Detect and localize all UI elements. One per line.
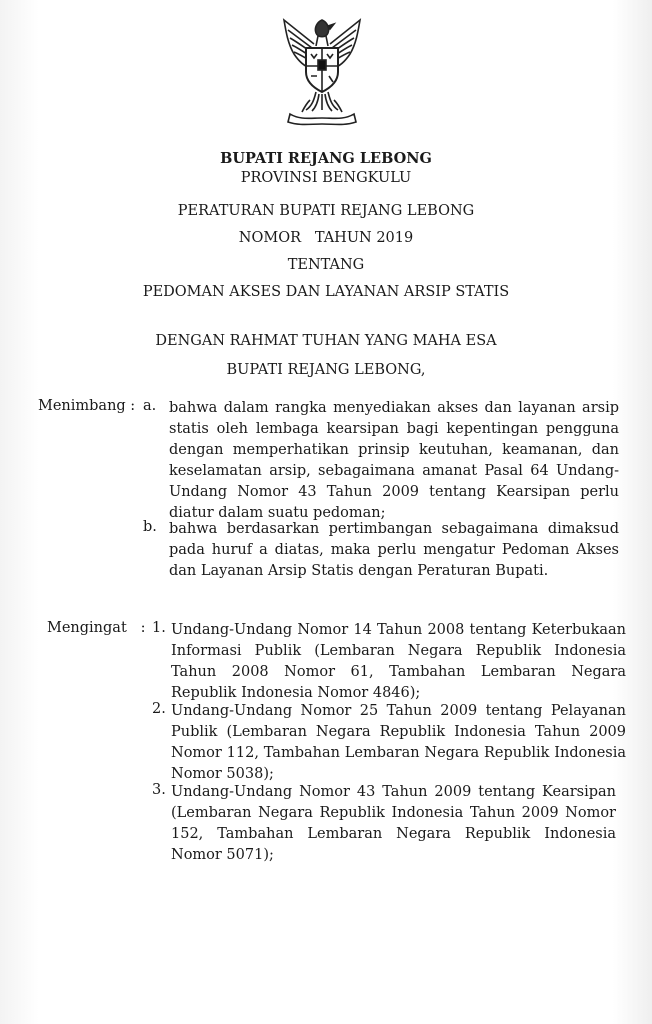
menimbang-item: bahwa berdasarkan pertimbangan sebagaimana dimaksud pada huruf a diatas, maka perlu mengatur Pedoman Akses dan Layanan Arsip Statis dengan Peraturan Bupati. (169, 521, 619, 579)
about-heading: TENTANG (287, 257, 365, 273)
menimbang-label: Menimbang : (38, 398, 136, 414)
mengingat-item: Undang-Undang Nomor 43 Tahun 2009 tentang Kearsipan (Lembaran Negara Republik Indonesia Tahun 2009 Nomor 152, Tambahan Lembaran Negara Republik Indonesia Nomor 5071); (171, 784, 616, 863)
mengingat-marker: 1. (152, 620, 166, 636)
preamble-line: DENGAN RAHMAT TUHAN YANG MAHA ESA (155, 333, 497, 349)
mengingat-item: Undang-Undang Nomor 14 Tahun 2008 tentang Keterbukaan Informasi Publik (Lembaran Negara Republik Indonesia Tahun 2008 Nomor 61, Tambahan Lembaran Negara Republik Indonesia Nomor 4846); (171, 622, 626, 701)
mengingat-label: Mengingat : (47, 620, 146, 636)
menimbang-marker: b. (143, 519, 157, 535)
mengingat-marker: 3. (152, 782, 166, 798)
regulation-subject: PEDOMAN AKSES DAN LAYANAN ARSIP STATIS (142, 284, 510, 300)
menimbang-marker: a. (143, 398, 157, 414)
province-name: PROVINSI BENGKULU (240, 170, 412, 186)
institution-title: BUPATI REJANG LEBONG (220, 150, 432, 167)
authority-line: BUPATI REJANG LEBONG, (226, 362, 426, 378)
garuda-emblem-icon (276, 14, 368, 126)
mengingat-item: Undang-Undang Nomor 25 Tahun 2009 tentang Pelayanan Publik (Lembaran Negara Republik Indonesia Tahun 2009 Nomor 112, Tambahan Lembaran Negara Republik Indonesia Nomor 5038); (171, 703, 626, 782)
menimbang-item: bahwa dalam rangka menyediakan akses dan layanan arsip statis oleh lembaga kearsipan bagi kepentingan pengguna dengan memperhatikan prinsip keutuhan, keamanan, dan keselamatan arsip, sebagaimana amanat Pasal 64 Undang-Undang Nomor 43 Tahun 2009 tentang Kearsipan perlu diatur dalam suatu pedoman; (169, 400, 619, 521)
regulation-number: NOMOR TAHUN 2019 (238, 230, 414, 246)
mengingat-marker: 2. (152, 701, 166, 717)
regulation-title: PERATURAN BUPATI REJANG LEBONG (177, 203, 475, 219)
